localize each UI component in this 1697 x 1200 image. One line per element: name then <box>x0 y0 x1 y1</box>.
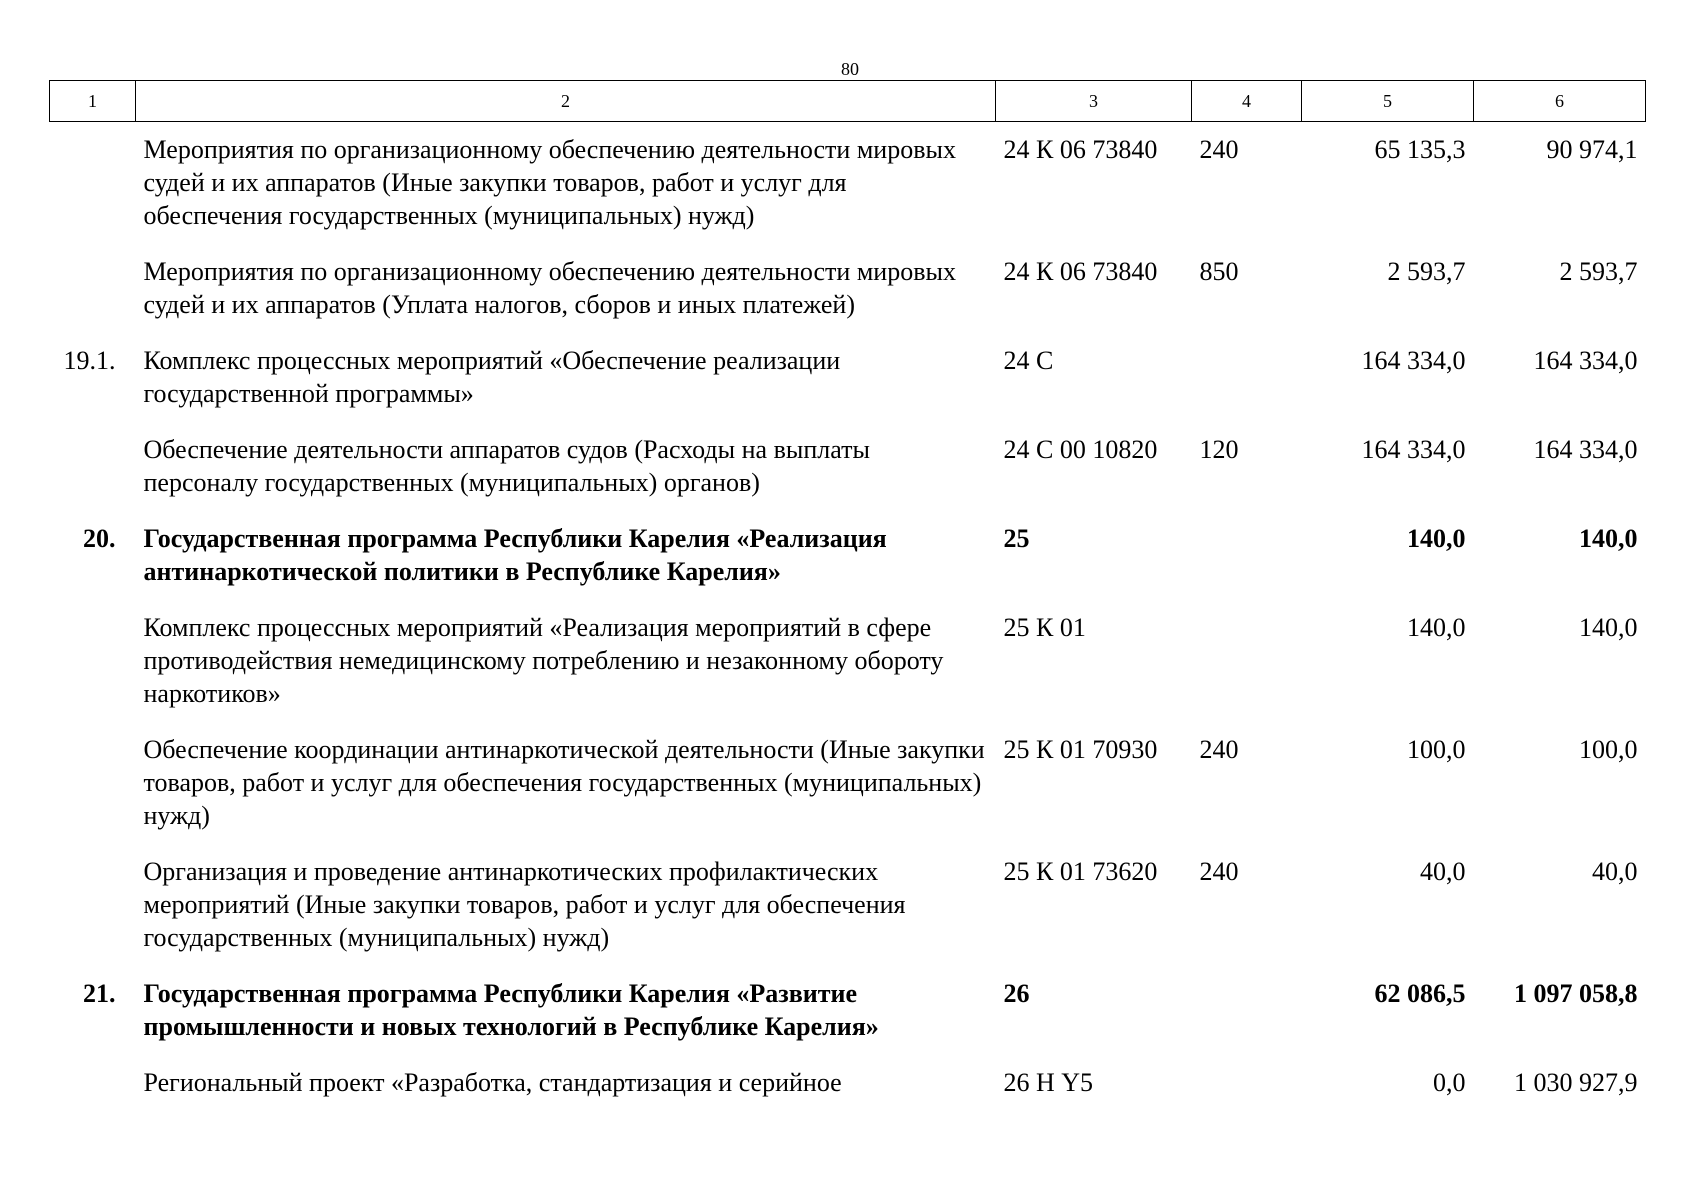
table-row <box>50 723 1646 845</box>
row-expense-type <box>1192 967 1302 1056</box>
row-amount-col5: 100,0 <box>1407 735 1466 764</box>
table-row <box>50 845 1646 967</box>
header-col-1: 1 <box>50 81 136 122</box>
table-row <box>50 423 1646 512</box>
row-amount-col6: 2 593,7 <box>1559 257 1638 286</box>
row-target-code: 26 Н Y5 <box>1003 1068 1094 1097</box>
row-target-code: 25 К 01 73620 <box>1003 857 1158 886</box>
row-amount-col6: 140,0 <box>1579 613 1638 642</box>
budget-table <box>49 80 1646 1112</box>
row-amount-col5: 140,0 <box>1407 613 1466 642</box>
row-name: Комплекс процессных мероприятий «Реализация мероприятий в сфере противодействия немедицинскому потреблению и незаконному обороту наркотиков» <box>143 613 944 708</box>
table-row <box>50 245 1646 334</box>
row-amount-col5: 65 135,3 <box>1374 135 1466 164</box>
row-amount-col6: 164 334,0 <box>1533 346 1638 375</box>
row-number <box>50 122 136 246</box>
row-number <box>50 245 136 334</box>
row-name: Обеспечение деятельности аппаратов судов (Расходы на выплаты персоналу государственных (муниципальных) органов) <box>143 435 870 497</box>
table-row <box>50 334 1646 423</box>
row-amount-col6: 40,0 <box>1592 857 1638 886</box>
row-amount-col5: 164 334,0 <box>1361 435 1466 464</box>
table-row <box>50 512 1646 601</box>
row-target-code: 24 К 06 73840 <box>1003 257 1158 286</box>
row-number: 20. <box>83 524 116 553</box>
row-expense-type <box>1192 512 1302 601</box>
row-amount-col6: 1 097 058,8 <box>1514 979 1638 1008</box>
table-row <box>50 1056 1646 1112</box>
row-name: Организация и проведение антинаркотических профилактических мероприятий (Иные закупки товаров, работ и услуг для обеспечения государственных (муниципальных) нужд) <box>143 857 906 952</box>
row-expense-type <box>1192 601 1302 723</box>
page-number: 80 <box>841 59 859 79</box>
row-amount-col6: 140,0 <box>1579 524 1638 553</box>
row-name: Обеспечение координации антинаркотической деятельности (Иные закупки товаров, работ и услуг для обеспечения государственных (муниципальных) нужд) <box>143 735 985 830</box>
row-expense-type <box>1192 334 1302 423</box>
row-amount-col5: 164 334,0 <box>1361 346 1466 375</box>
row-amount-col5: 0,0 <box>1433 1068 1466 1097</box>
row-name: Региональный проект «Разработка, стандартизация и серийное <box>143 1068 842 1097</box>
row-number <box>50 601 136 723</box>
row-number <box>50 423 136 512</box>
row-name: Государственная программа Республики Карелия «Развитие промышленности и новых технологий в Республике Карелия» <box>143 979 879 1041</box>
row-target-code: 24 К 06 73840 <box>1003 135 1158 164</box>
header-col-4: 4 <box>1192 81 1302 122</box>
row-amount-col5: 62 086,5 <box>1374 979 1466 1008</box>
row-expense-type: 240 <box>1199 735 1239 764</box>
row-amount-col6: 90 974,1 <box>1546 135 1638 164</box>
column-number-header-row <box>50 81 1646 122</box>
row-name: Мероприятия по организационному обеспечению деятельности мировых судей и их аппаратов (Уплата налогов, сборов и иных платежей) <box>143 257 956 319</box>
row-target-code: 24 С 00 10820 <box>1003 435 1158 464</box>
header-col-2: 2 <box>136 81 996 122</box>
row-expense-type: 850 <box>1199 257 1239 286</box>
row-amount-col5: 2 593,7 <box>1387 257 1466 286</box>
row-name: Государственная программа Республики Карелия «Реализация антинаркотической политики в Республике Карелия» <box>143 524 887 586</box>
table-row <box>50 601 1646 723</box>
row-amount-col6: 100,0 <box>1579 735 1638 764</box>
row-amount-col6: 164 334,0 <box>1533 435 1638 464</box>
header-col-3: 3 <box>996 81 1192 122</box>
table-row <box>50 122 1646 246</box>
row-target-code: 26 <box>1003 979 1030 1008</box>
row-expense-type: 240 <box>1199 135 1239 164</box>
row-target-code: 25 К 01 70930 <box>1003 735 1158 764</box>
row-number <box>50 845 136 967</box>
row-amount-col5: 40,0 <box>1420 857 1466 886</box>
row-amount-col6: 1 030 927,9 <box>1514 1068 1638 1097</box>
row-expense-type <box>1192 1056 1302 1112</box>
row-expense-type: 120 <box>1199 435 1239 464</box>
header-col-6: 6 <box>1474 81 1646 122</box>
row-amount-col5: 140,0 <box>1407 524 1466 553</box>
row-number <box>50 1056 136 1112</box>
row-number: 19.1. <box>63 346 116 375</box>
row-target-code: 25 <box>1003 524 1030 553</box>
header-col-5: 5 <box>1302 81 1474 122</box>
row-target-code: 24 С <box>1003 346 1054 375</box>
table-row <box>50 967 1646 1056</box>
row-expense-type: 240 <box>1199 857 1239 886</box>
row-target-code: 25 К 01 <box>1003 613 1086 642</box>
row-number <box>50 723 136 845</box>
row-number: 21. <box>83 979 116 1008</box>
row-name: Мероприятия по организационному обеспечению деятельности мировых судей и их аппаратов (Иные закупки товаров, работ и услуг для обеспечения государственных (муниципальных) нужд) <box>143 135 956 230</box>
row-name: Комплекс процессных мероприятий «Обеспечение реализации государственной программы» <box>143 346 841 408</box>
